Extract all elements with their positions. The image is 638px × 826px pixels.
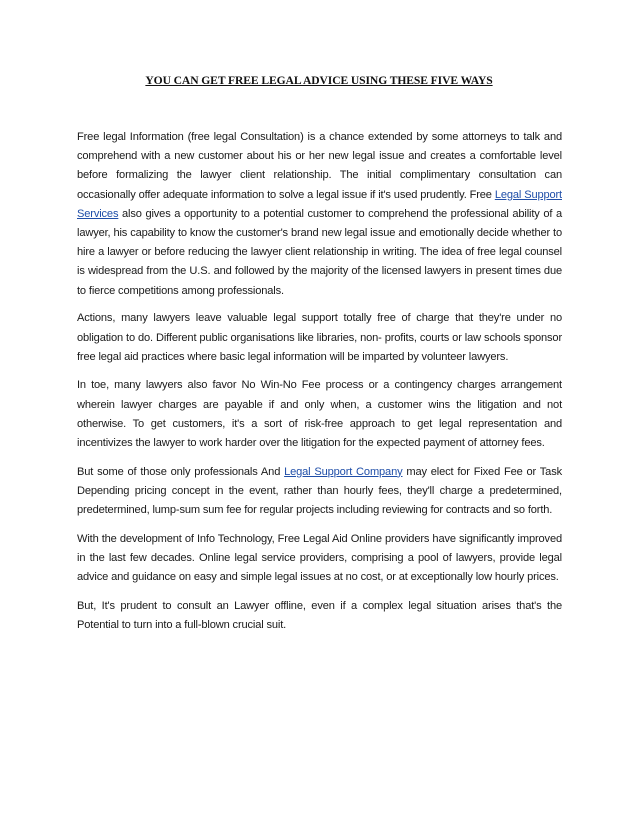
paragraph-4-text-after: may elect for Fixed Fee or Task Depending pricing concept in the event, rather than hourly fees, they'll charge a predetermined, predetermined, lump-sum sum fee for regular projects including reviewing for contracts and so forth. (77, 465, 562, 517)
paragraph-1-text-before: Free legal Information (free legal Consultation) is a chance extended by some attorneys to talk and comprehend with a new customer about his or her new legal issue and creates a comfortable level before formalizing the lawyer client relationship. The initial complimentary consultation can occasionally offer adequate information to solve a legal issue if it's used prudently. Free (77, 131, 562, 201)
paragraph-2: Actions, many lawyers leave valuable legal support totally free of charge that they're under no obligation to do. Different public organisations like libraries, non- profits, courts or law schools sponsor free legal aid practices where basic legal information will be imparted by volunteer lawyers. (77, 312, 562, 363)
paragraph-4 (77, 463, 562, 521)
paragraph-1-text-after: also gives a opportunity to a potential customer to comprehend the professional ability of a lawyer, his capability to know the customer's brand new legal issue and emotionally decide whether to hire a lawyer or before reducing the lawyer client relationship in writing. The idea of free legal counsel is widespread from the U.S. and followed by the majority of the licensed lawyers in present times due to fierce competitions among professionals. (77, 207, 562, 297)
paragraph-1 (77, 128, 562, 301)
paragraph-6: But, It's prudent to consult an Lawyer offline, even if a complex legal situation arises that's the Potential to turn into a full-blown crucial suit. (77, 599, 562, 632)
paragraph-5: With the development of Info Technology, Free Legal Aid Online providers have significantly improved in the last few decades. Online legal service providers, comprising a pool of lawyers, provide legal advice and guidance on easy and simple legal issues at no cost, or at exceptionally low hourly prices. (77, 532, 562, 584)
document-body (77, 128, 562, 645)
paragraph-4-text-before: But some of those only professionals And (77, 465, 285, 478)
legal-support-company-link[interactable]: Legal Support Company (284, 465, 403, 478)
document-title: YOU CAN GET FREE LEGAL ADVICE USING THESE FIVE WAYS (145, 74, 493, 87)
paragraph-3: In toe, many lawyers also favor No Win-No Fee process or a contingency charges arrangement wherein lawyer charges are payable if and only when, a customer wins the litigation and not otherwise. To get customers, it's a sort of risk-free approach to get legal representation and incentivizes the lawyer to work harder over the litigation for the expected payment of attorney fees. (77, 379, 562, 450)
legal-support-services-link[interactable]: Legal Support Services (77, 188, 562, 220)
